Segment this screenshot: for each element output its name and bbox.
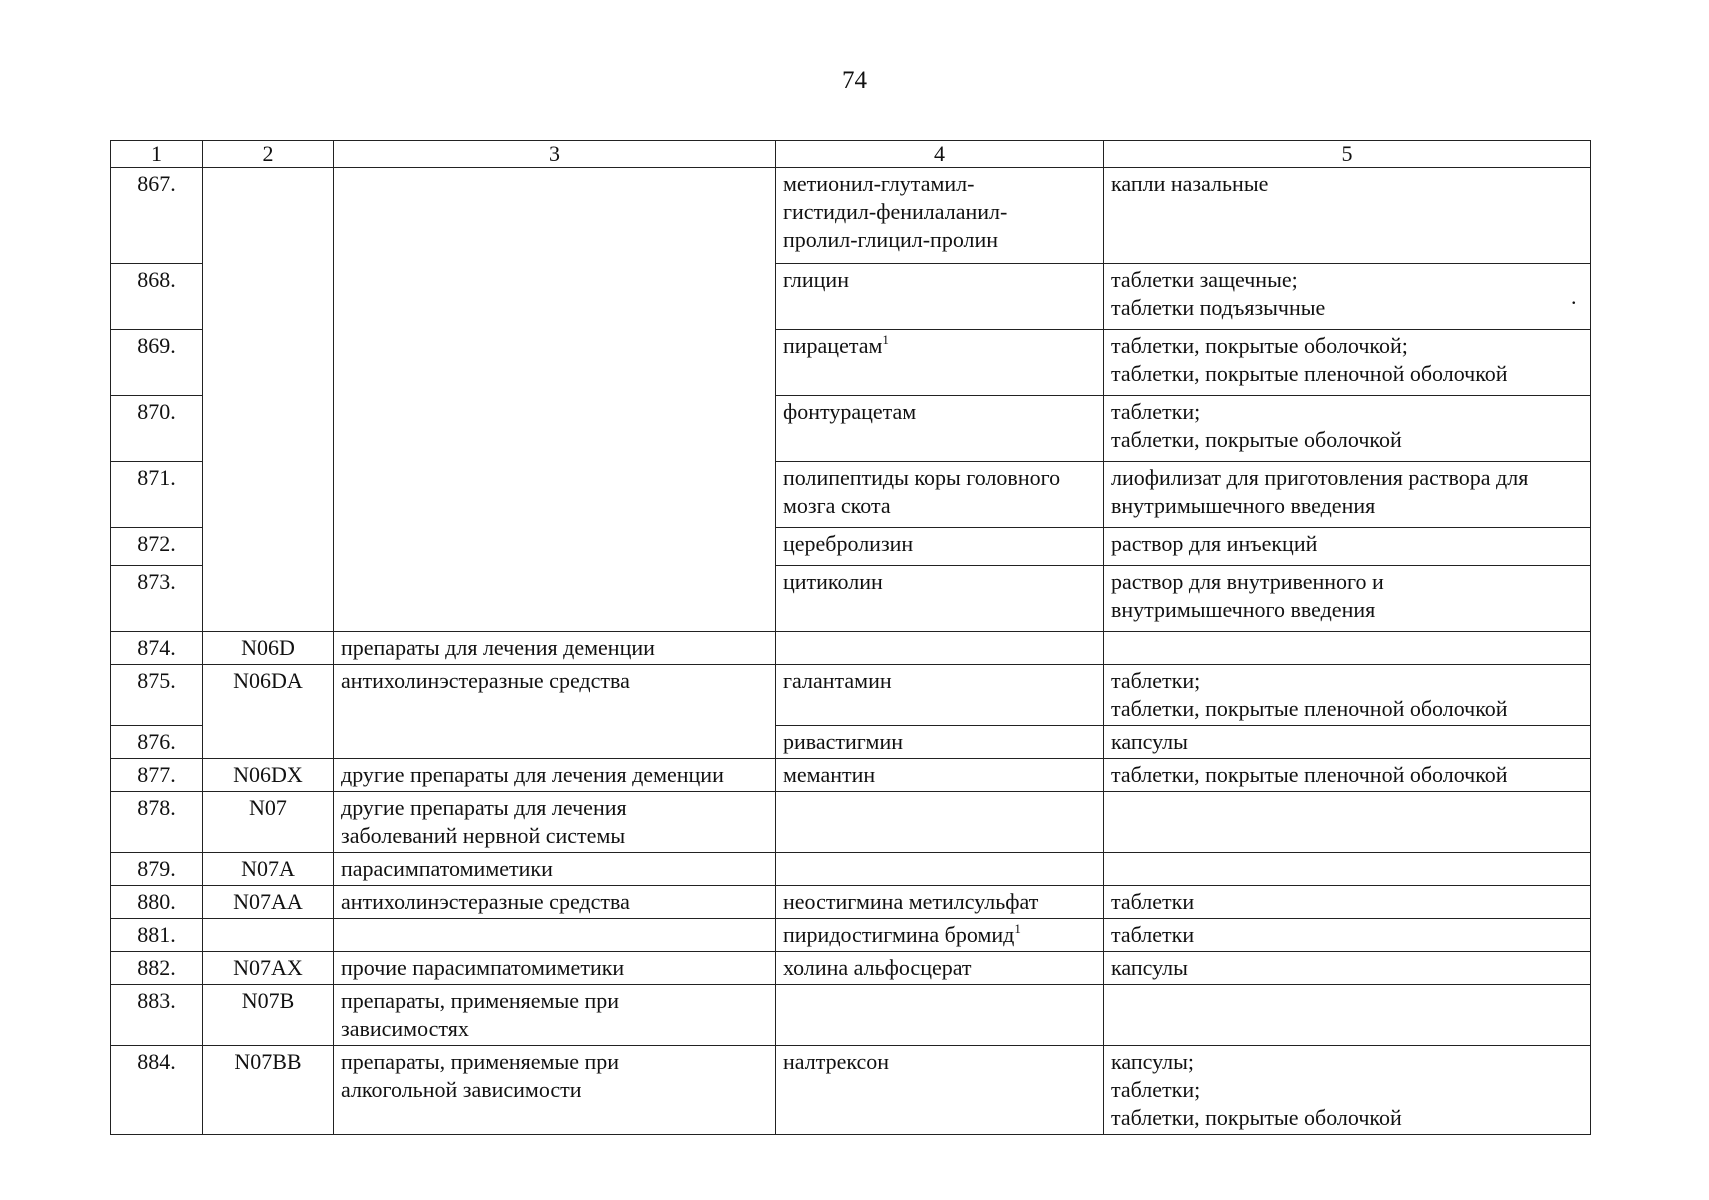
row-number: 882. (111, 952, 203, 985)
row-number: 877. (111, 759, 203, 792)
row-number: 869. (111, 330, 203, 396)
dosage-form-cell: таблетки защечные; таблетки подъязычные (1104, 264, 1591, 330)
drug-name-cell (776, 853, 1104, 886)
column-header: 5 (1104, 141, 1591, 168)
group-name-cell: препараты, применяемые при алкогольной зависимости (334, 1046, 776, 1135)
atc-code-cell: N07AA (203, 886, 334, 919)
row-number: 873. (111, 566, 203, 632)
drug-name-cell: цитиколин (776, 566, 1104, 632)
table-row (111, 632, 1591, 665)
table-row (111, 853, 1591, 886)
header-row (111, 141, 1591, 168)
row-number: 876. (111, 726, 203, 759)
drug-name-cell: мемантин (776, 759, 1104, 792)
table-row (111, 886, 1591, 919)
atc-code-cell (203, 168, 334, 632)
group-name-cell (334, 168, 776, 632)
atc-code-cell: N07 (203, 792, 334, 853)
dosage-form-cell: таблетки; таблетки, покрытые пленочной оболочкой (1104, 665, 1591, 726)
table-row (111, 168, 1591, 264)
dosage-form-cell: капсулы; таблетки; таблетки, покрытые оболочкой (1104, 1046, 1591, 1135)
dosage-form-cell: раствор для инъекций (1104, 528, 1591, 566)
drug-name-cell: неостигмина метилсульфат (776, 886, 1104, 919)
drug-name-cell (776, 792, 1104, 853)
table-row (111, 919, 1591, 952)
column-header: 4 (776, 141, 1104, 168)
drug-name-cell: полипептиды коры головного мозга скота (776, 462, 1104, 528)
group-name-cell: антихолинэстеразные средства (334, 665, 776, 759)
drug-name-cell: налтрексон (776, 1046, 1104, 1135)
group-name-cell: другие препараты для лечения заболеваний нервной системы (334, 792, 776, 853)
group-name-cell: препараты для лечения деменции (334, 632, 776, 665)
table-row (111, 665, 1591, 726)
row-number: 872. (111, 528, 203, 566)
group-name-cell (334, 919, 776, 952)
dosage-form-cell: таблетки, покрытые пленочной оболочкой (1104, 759, 1591, 792)
drug-name-cell: церебролизин (776, 528, 1104, 566)
atc-code-cell: N06DX (203, 759, 334, 792)
drug-table (110, 140, 1591, 1135)
drug-name-cell: глицин (776, 264, 1104, 330)
table-row (111, 792, 1591, 853)
row-number: 870. (111, 396, 203, 462)
table-row (111, 952, 1591, 985)
drug-name-cell: фонтурацетам (776, 396, 1104, 462)
group-name-cell: парасимпатомиметики (334, 853, 776, 886)
column-header: 1 (111, 141, 203, 168)
row-number: 883. (111, 985, 203, 1046)
dosage-form-cell: таблетки; таблетки, покрытые оболочкой (1104, 396, 1591, 462)
stray-mark: . (1571, 284, 1577, 309)
dosage-form-cell (1104, 632, 1591, 665)
column-header: 2 (203, 141, 334, 168)
row-number: 867. (111, 168, 203, 264)
dosage-form-cell: капсулы (1104, 952, 1591, 985)
group-name-cell: другие препараты для лечения деменции (334, 759, 776, 792)
dosage-form-cell: раствор для внутривенного и внутримышечного введения (1104, 566, 1591, 632)
atc-code-cell: N06DA (203, 665, 334, 759)
row-number: 871. (111, 462, 203, 528)
dosage-form-cell: таблетки (1104, 919, 1591, 952)
dosage-form-cell: капсулы (1104, 726, 1591, 759)
dosage-form-cell (1104, 985, 1591, 1046)
group-name-cell: антихолинэстеразные средства (334, 886, 776, 919)
row-number: 880. (111, 886, 203, 919)
page-number: 74 (842, 67, 867, 94)
column-header: 3 (334, 141, 776, 168)
drug-name-cell: пирацетам$^1$ (776, 330, 1104, 396)
row-number: 878. (111, 792, 203, 853)
atc-code-cell: N07BB (203, 1046, 334, 1135)
row-number: 884. (111, 1046, 203, 1135)
drug-name-cell: ривастигмин (776, 726, 1104, 759)
drug-name-cell: метионил-глутамил- гистидил-фенилаланил- пролил-глицил-пролин (776, 168, 1104, 264)
atc-code-cell (203, 919, 334, 952)
table-row (111, 1046, 1591, 1135)
atc-code-cell: N07A (203, 853, 334, 886)
dosage-form-cell (1104, 792, 1591, 853)
row-number: 875. (111, 665, 203, 726)
footnote-mark: 1 (1014, 921, 1021, 936)
dosage-form-cell: таблетки, покрытые оболочкой; таблетки, покрытые пленочной оболочкой (1104, 330, 1591, 396)
atc-code-cell: N07B (203, 985, 334, 1046)
dosage-form-cell: таблетки (1104, 886, 1591, 919)
row-number: 874. (111, 632, 203, 665)
group-name-cell: препараты, применяемые при зависимостях (334, 985, 776, 1046)
dosage-form-cell (1104, 853, 1591, 886)
row-number: 879. (111, 853, 203, 886)
drug-name-cell: пиридостигмина бромид$^1$ (776, 919, 1104, 952)
drug-name-cell (776, 632, 1104, 665)
dosage-form-cell: лиофилизат для приготовления раствора для внутримышечного введения (1104, 462, 1591, 528)
row-number: 868. (111, 264, 203, 330)
drug-name-cell (776, 985, 1104, 1046)
atc-code-cell: N06D (203, 632, 334, 665)
group-name-cell: прочие парасимпатомиметики (334, 952, 776, 985)
table-row (111, 985, 1591, 1046)
drug-name-cell: холина альфосцерат (776, 952, 1104, 985)
footnote-mark: 1 (882, 332, 889, 347)
dosage-form-cell: капли назальные (1104, 168, 1591, 264)
drug-name-cell: галантамин (776, 665, 1104, 726)
atc-code-cell: N07AX (203, 952, 334, 985)
row-number: 881. (111, 919, 203, 952)
table-row (111, 759, 1591, 792)
